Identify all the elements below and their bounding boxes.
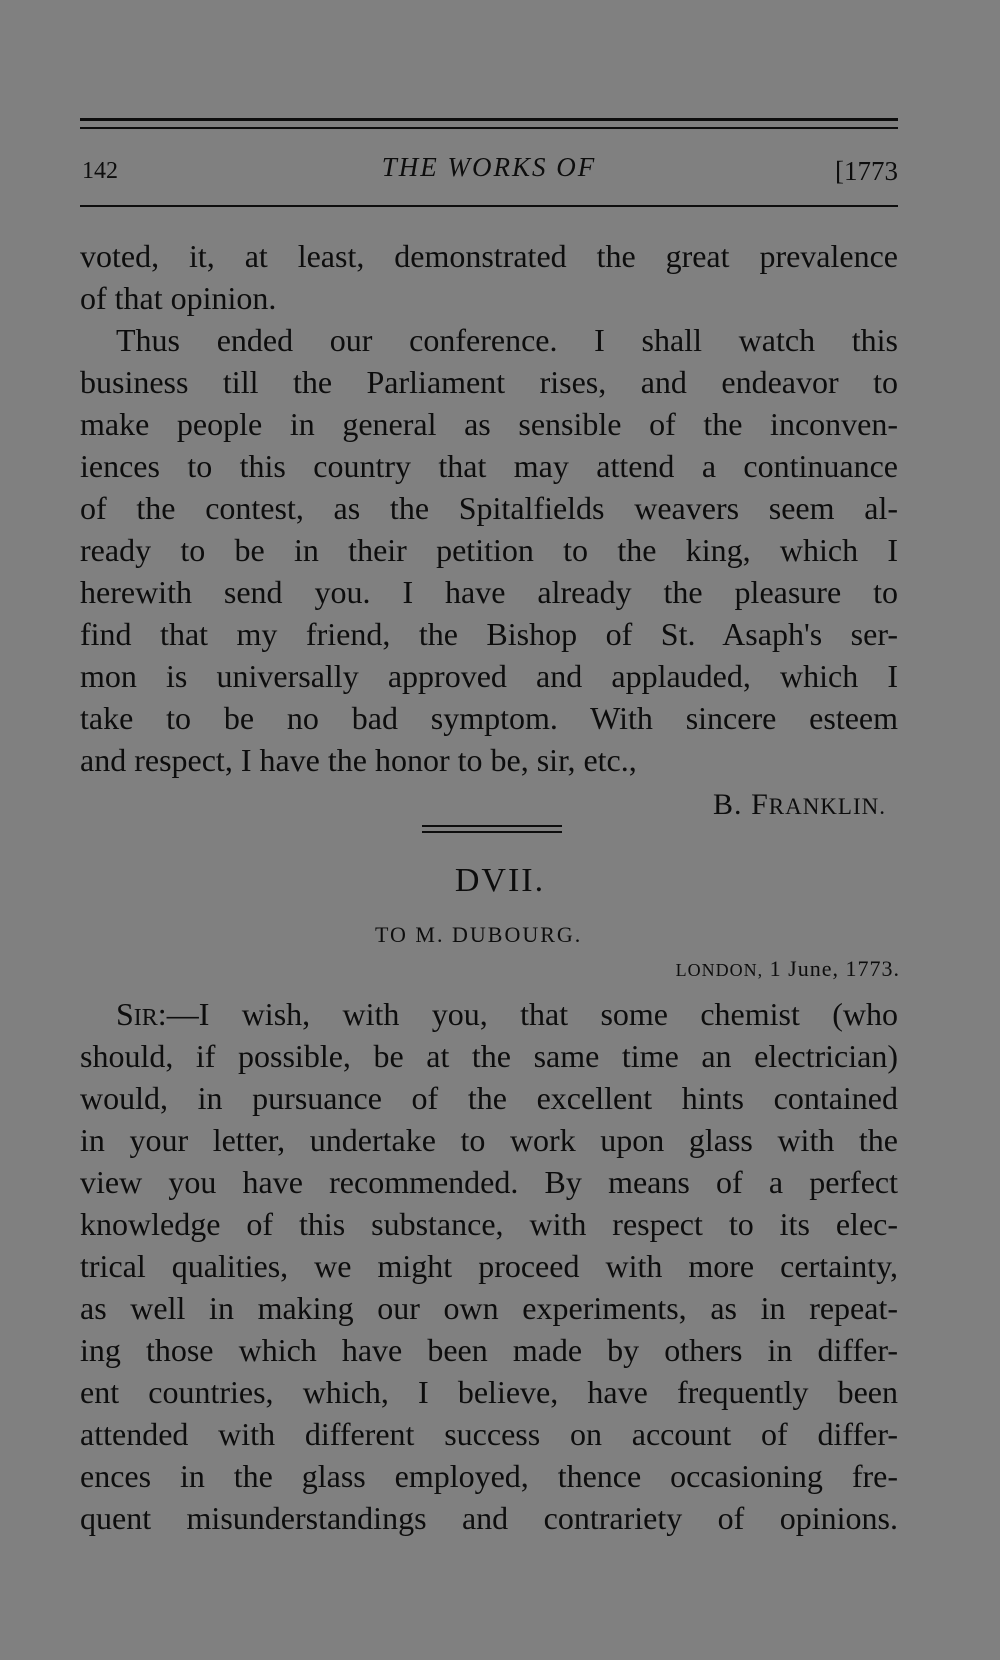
header-top-rule-upper (80, 118, 898, 121)
running-title: THE WORKS OF (381, 152, 597, 182)
letter-dateline (676, 956, 900, 982)
text-line: find that my friend, the Bishop of St. Asaph's ser- (80, 616, 898, 652)
header-top-rule-lower (80, 127, 898, 129)
text-line: ing those which have been made by others in differ- (80, 1332, 898, 1368)
text-line: ready to be in their petition to the king, which I (80, 532, 898, 568)
text-line: mon is universally approved and applauded, which I (80, 658, 898, 694)
text-line: trical qualities, we might proceed with more certainty, (80, 1248, 898, 1284)
salutation-first-letter: S (116, 996, 134, 1032)
section-divider-upper (422, 825, 562, 827)
text-line: attended with different success on account of differ- (80, 1416, 898, 1452)
header-bottom-rule (80, 205, 898, 207)
text-line: should, if possible, be at the same time an electrician) (80, 1038, 898, 1074)
signature-name-initial: F (751, 788, 769, 821)
text-line: view you have recommended. By means of a perfect (80, 1164, 898, 1200)
text-line: and respect, I have the honor to be, sir, etc., (80, 742, 637, 778)
page-number: 142 (82, 158, 118, 184)
salutation-line (116, 993, 898, 1035)
header-year: [1773 (835, 156, 898, 186)
signature-name-rest: RANKLIN. (768, 794, 886, 819)
text-line: make people in general as sensible of the inconven- (80, 406, 898, 442)
salutation-text: :—I wish, with you, that some chemist (who (157, 996, 898, 1032)
text-line: of that opinion. (80, 280, 277, 316)
text-line: in your letter, undertake to work upon glass with the (80, 1122, 898, 1158)
text-line: knowledge of this substance, with respect to its elec- (80, 1206, 898, 1242)
salutation-small-caps: IR (133, 1005, 158, 1031)
text-line: ent countries, which, I believe, have frequently been (80, 1374, 898, 1410)
section-divider-lower (422, 831, 562, 833)
text-line: iences to this country that may attend a continuance (80, 448, 898, 484)
dateline-date: 1 June, 1773. (769, 956, 900, 981)
text-line: would, in pursuance of the excellent hints contained (80, 1080, 898, 1116)
letter-number: DVII. (454, 862, 546, 899)
letter-addressee: TO M. DUBOURG. (375, 922, 583, 947)
text-line: of the contest, as the Spitalfields weavers seem al- (80, 490, 898, 526)
text-line: Thus ended our conference. I shall watch this (116, 322, 898, 358)
signature-initial: B. (713, 788, 743, 821)
text-line: business till the Parliament rises, and endeavor to (80, 364, 898, 400)
text-line: quent misunderstandings and contrariety of opinions. (80, 1500, 898, 1536)
text-line: voted, it, at least, demonstrated the great prevalence (80, 238, 898, 274)
dateline-place: LONDON, (675, 960, 764, 980)
text-line: take to be no bad symptom. With sincere esteem (80, 700, 898, 736)
text-line: as well in making our own experiments, as in repeat- (80, 1290, 898, 1326)
running-header (80, 152, 898, 192)
text-line: ences in the glass employed, thence occasioning fre- (80, 1458, 898, 1494)
signature (713, 788, 886, 822)
text-line: herewith send you. I have already the pleasure to (80, 574, 898, 610)
